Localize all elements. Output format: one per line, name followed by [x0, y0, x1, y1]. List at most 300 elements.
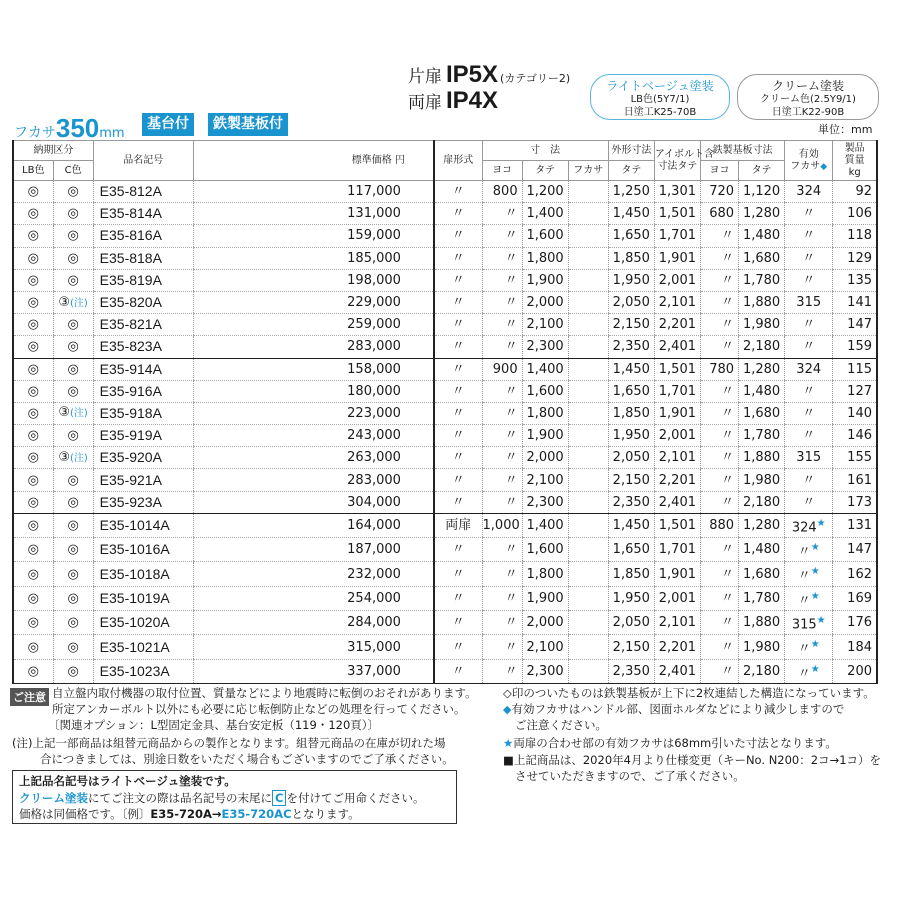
cell-eyebolt-height: [654, 538, 700, 562]
table-row: [13, 247, 877, 269]
cell-height: [522, 269, 568, 291]
cell-outer-height-value: 2,350: [612, 494, 650, 510]
cell-plate-height: [739, 659, 785, 683]
right-note-2-text: 有効フカサはハンドル部、図面ホルダなどにより減少しますので: [511, 702, 845, 716]
cell-height: [522, 247, 568, 269]
cell-plate-width-value: 880: [709, 517, 735, 533]
cell-mass: [833, 538, 877, 562]
cell-model: [93, 562, 193, 586]
cell-eyebolt-height: [654, 358, 700, 380]
cell-model: [93, 291, 193, 313]
cell-price: [193, 314, 434, 336]
cell-width-value: 〃: [504, 663, 518, 679]
cell-effective-depth: [785, 586, 833, 610]
cell-lb-value: ◎: [27, 663, 39, 679]
cell-model-value: E35-919A: [99, 427, 162, 444]
cell-mass: [833, 491, 877, 513]
cell-door: [434, 181, 482, 203]
cell-width-value: 〃: [504, 494, 518, 510]
cell-model-value: E35-1023A: [99, 662, 170, 679]
cell-depth: [568, 203, 608, 225]
cell-model-value: E35-1019A: [99, 589, 170, 606]
right-note-5: ■上記商品は、2020年4月より仕様変更（キーNo. N200：2コ→1コ）を: [503, 753, 882, 767]
cell-eyebolt-height: [654, 336, 700, 358]
cell-height: [522, 611, 568, 635]
th-plate-w: ヨコ: [700, 161, 738, 181]
cell-height: [522, 586, 568, 610]
note-line-2: 合につきましては、別途日数をいただく場合もございますのでご了承ください。: [40, 752, 454, 766]
cell-eyebolt-height: [654, 291, 700, 313]
cell-effective-depth: [785, 314, 833, 336]
cell-width-value: 〃: [504, 542, 518, 558]
cell-eyebolt-height: [654, 425, 700, 447]
cell-mass-value: 161: [847, 472, 872, 488]
cell-depth: [568, 659, 608, 683]
th-model: 品名記号: [93, 141, 193, 181]
cell-plate-height-value: 1,680: [742, 566, 781, 582]
cell-c: [53, 247, 93, 269]
cell-plate-height: [739, 611, 785, 635]
cell-effective-depth: [785, 562, 833, 586]
cell-model: [93, 314, 193, 336]
cell-price-value: 185,000: [347, 250, 401, 266]
cell-width: [482, 314, 522, 336]
cell-depth: [568, 402, 608, 424]
cell-outer-height-value: 1,650: [612, 542, 650, 558]
box-line-1: 上記品名記号はライトベージュ塗装です。: [19, 774, 236, 788]
cell-door: [434, 538, 482, 562]
table-row: [13, 181, 877, 203]
cell-c: [53, 469, 93, 491]
cell-eyebolt-height: [654, 611, 700, 635]
cell-plate-height-value: 1,280: [742, 517, 781, 533]
cell-price: [193, 291, 434, 313]
cell-width: [482, 225, 522, 247]
cell-plate-height: [739, 513, 785, 537]
cell-height: [522, 635, 568, 659]
cell-eyebolt-height-value: 1,901: [658, 405, 696, 421]
cell-effective-depth: [785, 491, 833, 513]
cell-plate-width: [700, 513, 738, 537]
cell-eyebolt-height: [654, 586, 700, 610]
cell-c-value: ◎: [67, 663, 79, 679]
cell-lb: [13, 469, 53, 491]
cell-effective-depth: [785, 447, 833, 469]
box-cream-text: クリーム塗装: [19, 790, 88, 805]
cell-door: [434, 203, 482, 225]
cell-plate-width: [700, 358, 738, 380]
cell-outer-height-value: 2,050: [612, 450, 650, 466]
cell-lb-value: ◎: [27, 383, 39, 399]
cell-depth: [568, 247, 608, 269]
cell-depth: [568, 225, 608, 247]
cell-price: [193, 380, 434, 402]
cell-height-value: 2,100: [526, 639, 564, 655]
cell-model: [93, 425, 193, 447]
cell-depth: [568, 562, 608, 586]
cell-lb: [13, 611, 53, 635]
cell-width-value: 800: [492, 184, 518, 200]
cell-mass: [833, 586, 877, 610]
cell-eyebolt-height-value: 1,701: [658, 228, 696, 244]
cell-lb-value: ◎: [27, 184, 39, 200]
cell-model-value: E35-1016A: [99, 541, 170, 558]
cell-height: [522, 203, 568, 225]
star-icon: ★: [503, 736, 514, 750]
cell-c-value: ◎: [67, 250, 79, 266]
th-lb: LB色: [13, 161, 53, 181]
cell-plate-width-value: 〃: [721, 317, 735, 333]
th-eyebolt-1: アイボルト含: [654, 148, 714, 160]
cell-price-value: 304,000: [347, 494, 401, 510]
th-d: フカサ: [568, 161, 608, 181]
cell-c-value: ◎: [67, 361, 79, 377]
th-effective: [785, 141, 833, 181]
cell-c-value: ◎: [67, 542, 79, 558]
cell-effective-depth-value: 〃: [797, 568, 811, 584]
cell-depth: [568, 491, 608, 513]
cell-depth: [568, 447, 608, 469]
cell-eyebolt-height-value: 1,501: [658, 206, 696, 222]
cell-eyebolt-height-value: 1,901: [658, 250, 696, 266]
cell-plate-height-value: 1,780: [742, 428, 781, 444]
cell-lb-value: ◎: [27, 317, 39, 333]
single-door-ip-code: IP5X: [446, 61, 499, 88]
cell-plate-height-value: 2,180: [742, 663, 781, 679]
star-icon: ★: [810, 639, 820, 651]
cell-eyebolt-height-value: 2,101: [658, 295, 696, 311]
cell-width: [482, 635, 522, 659]
cell-lb: [13, 513, 53, 537]
cell-mass: [833, 314, 877, 336]
cell-width-value: 〃: [504, 317, 518, 333]
cell-model: [93, 402, 193, 424]
right-note-1: ◇印のついたものは鉄製基板が上下に2枚連結した構造になっています。: [503, 686, 875, 700]
cell-width: [482, 586, 522, 610]
cell-outer-height-value: 1,450: [612, 206, 650, 222]
cell-model-value: E35-921A: [99, 471, 162, 488]
cell-door: [434, 447, 482, 469]
cell-plate-width-value: 〃: [721, 542, 735, 558]
cell-height-value: 1,400: [526, 361, 564, 377]
cell-lb: [13, 380, 53, 402]
cell-plate-width-value: 〃: [721, 472, 735, 488]
cell-price-value: 229,000: [347, 295, 401, 311]
cell-c-value: ◎: [67, 590, 79, 606]
cell-price-value: 187,000: [347, 542, 401, 558]
cell-c-value: ◎: [67, 494, 79, 510]
table-row: [13, 225, 877, 247]
cell-price: [193, 562, 434, 586]
spec-table: [12, 140, 878, 684]
cell-height: [522, 358, 568, 380]
cell-model: [93, 225, 193, 247]
cell-effective-depth: [785, 203, 833, 225]
cell-effective-depth-value: 〃: [797, 593, 811, 609]
cell-door: [434, 225, 482, 247]
cell-plate-width-value: 680: [709, 206, 735, 222]
diamond-icon: ◆: [820, 161, 828, 172]
cell-door-value: 〃: [451, 272, 465, 288]
cell-eyebolt-height: [654, 203, 700, 225]
cell-mass: [833, 635, 877, 659]
cell-plate-width: [700, 314, 738, 336]
box-example-from: E35-720A→: [150, 807, 222, 821]
box-line-2-text: にてご注文の際は品名記号の末尾に: [88, 790, 272, 805]
cell-plate-width: [700, 469, 738, 491]
cell-plate-width: [700, 425, 738, 447]
c-note-mark: (注): [70, 297, 88, 309]
cell-width: [482, 380, 522, 402]
cell-price-value: 164,000: [347, 517, 401, 533]
cell-model: [93, 203, 193, 225]
cell-plate-height: [739, 358, 785, 380]
cell-width-value: 〃: [504, 206, 518, 222]
cell-plate-width-value: 〃: [721, 566, 735, 582]
cell-plate-height: [739, 562, 785, 586]
cell-mass: [833, 291, 877, 313]
cell-mass-value: 115: [847, 361, 872, 377]
cell-eyebolt-height-value: 2,001: [658, 590, 696, 606]
table-row: [13, 336, 877, 358]
cell-outer-height-value: 1,950: [612, 272, 650, 288]
cell-door: [434, 269, 482, 291]
cell-width: [482, 291, 522, 313]
cell-model: [93, 336, 193, 358]
cell-outer-height: [608, 635, 654, 659]
cell-mass-value: 106: [847, 206, 872, 222]
cell-c: [53, 380, 93, 402]
cell-price-value: 232,000: [347, 566, 401, 582]
paint-cream-box: [737, 74, 879, 120]
cell-plate-height-value: 1,980: [742, 317, 781, 333]
tag-base: 基台付: [142, 113, 194, 136]
cell-mass: [833, 447, 877, 469]
cell-height: [522, 225, 568, 247]
cell-mass: [833, 203, 877, 225]
cell-outer-height-value: 1,850: [612, 405, 650, 421]
cell-width-value: 〃: [504, 450, 518, 466]
caution-line-2: 所定アンカーボルト以外にも必要に応じ転倒防止などの処理を行ってください。: [52, 702, 466, 716]
cell-eyebolt-height: [654, 380, 700, 402]
cell-price: [193, 247, 434, 269]
cell-outer-height-value: 2,150: [612, 472, 650, 488]
cell-mass-value: 162: [847, 566, 872, 582]
cell-mass-value: 129: [847, 250, 872, 266]
cell-plate-height: [739, 635, 785, 659]
cell-outer-height-value: 1,250: [612, 184, 650, 200]
cell-height-value: 1,900: [526, 428, 564, 444]
cell-effective-depth-value: 〃: [802, 228, 816, 244]
cell-effective-depth: [785, 380, 833, 402]
cell-eyebolt-height-value: 1,501: [658, 361, 696, 377]
cell-outer-height: [608, 586, 654, 610]
cell-model-value: E35-1014A: [99, 516, 170, 533]
star-icon: ★: [810, 566, 820, 578]
cell-eyebolt-height: [654, 447, 700, 469]
cell-mass-value: 184: [847, 639, 872, 655]
cell-depth: [568, 513, 608, 537]
th-outer-h: タテ: [608, 161, 654, 181]
cell-width: [482, 336, 522, 358]
cell-height: [522, 336, 568, 358]
cell-door-value: 〃: [451, 566, 465, 582]
cell-plate-width: [700, 380, 738, 402]
cell-c: [53, 358, 93, 380]
cell-plate-width-value: 〃: [721, 615, 735, 631]
th-delivery: 納期区分: [13, 141, 93, 161]
cell-plate-height-value: 1,880: [742, 615, 781, 631]
cell-model-value: E35-812A: [99, 183, 162, 200]
cell-effective-depth-value: 〃: [797, 641, 811, 657]
cell-door-value: 〃: [451, 450, 465, 466]
cell-eyebolt-height: [654, 659, 700, 683]
cell-outer-height: [608, 659, 654, 683]
cell-effective-depth-value: 324: [796, 184, 822, 200]
paint-cream-line1: クリーム色(2.5Y9/1): [760, 94, 856, 105]
th-h: タテ: [522, 161, 568, 181]
cell-model: [93, 538, 193, 562]
cell-outer-height: [608, 447, 654, 469]
cell-plate-height-value: 1,880: [742, 450, 781, 466]
cell-model-value: E35-916A: [99, 382, 162, 399]
cell-price-value: 337,000: [347, 663, 401, 679]
cell-eyebolt-height: [654, 562, 700, 586]
table-row: [13, 314, 877, 336]
cell-plate-width: [700, 402, 738, 424]
cell-height: [522, 425, 568, 447]
cell-lb-value: ◎: [27, 494, 39, 510]
cell-model: [93, 513, 193, 537]
cell-lb-value: ◎: [27, 428, 39, 444]
cell-c-value: ③: [58, 294, 71, 310]
cell-height-value: 1,900: [526, 272, 564, 288]
box-line-3-text: 価格は同価格です。〔例〕: [19, 807, 151, 821]
cell-price: [193, 203, 434, 225]
cell-model-value: E35-814A: [99, 205, 162, 222]
cell-outer-height: [608, 402, 654, 424]
cell-mass: [833, 247, 877, 269]
star-icon: ★: [810, 663, 820, 675]
cell-effective-depth-value: 〃: [802, 250, 816, 266]
cell-width: [482, 611, 522, 635]
cell-model-value: E35-1021A: [99, 638, 170, 655]
cell-plate-height-value: 1,780: [742, 272, 781, 288]
cell-lb: [13, 447, 53, 469]
cell-c-value: ◎: [67, 184, 79, 200]
cell-price-value: 263,000: [347, 450, 401, 466]
cell-price: [193, 269, 434, 291]
th-plate-h: タテ: [739, 161, 785, 181]
cell-c-value: ◎: [67, 339, 79, 355]
cell-plate-width: [700, 491, 738, 513]
cell-plate-width: [700, 659, 738, 683]
cell-eyebolt-height: [654, 247, 700, 269]
cell-width: [482, 491, 522, 513]
th-eff-2: フカサ: [790, 160, 821, 172]
cell-outer-height-value: 1,450: [612, 517, 650, 533]
cell-c: [53, 314, 93, 336]
cell-plate-height: [739, 586, 785, 610]
cell-door: [434, 659, 482, 683]
cell-eyebolt-height: [654, 181, 700, 203]
cell-mass: [833, 358, 877, 380]
cell-mass: [833, 380, 877, 402]
cell-door-value: 〃: [451, 663, 465, 679]
cell-outer-height-value: 2,150: [612, 639, 650, 655]
cell-door-value: 〃: [451, 590, 465, 606]
cell-effective-depth: [785, 538, 833, 562]
cell-outer-height-value: 2,050: [612, 295, 650, 311]
th-plate: 鉄製基板寸法: [700, 141, 784, 161]
cell-effective-depth-value: 〃: [802, 339, 816, 355]
cell-effective-depth-value: 〃: [802, 383, 816, 399]
cell-effective-depth-value: 〃: [797, 544, 811, 560]
table-row: [13, 380, 877, 402]
caution-line-1: 自立盤内取付機器の取付位置、質量などにより地震時に転倒のおそれがあります。: [52, 686, 477, 700]
cell-height-value: 1,800: [526, 405, 564, 421]
th-w: ヨコ: [482, 161, 522, 181]
cell-lb: [13, 586, 53, 610]
cell-eyebolt-height-value: 2,201: [658, 317, 696, 333]
cell-width-value: 900: [492, 361, 518, 377]
cell-price-value: 283,000: [347, 472, 401, 488]
cell-lb: [13, 491, 53, 513]
cell-lb-value: ◎: [27, 339, 39, 355]
cell-model: [93, 269, 193, 291]
cell-model-value: E35-823A: [99, 338, 162, 355]
single-door-label: 片扉: [408, 67, 442, 87]
cell-door: [434, 586, 482, 610]
cell-lb-value: ◎: [27, 250, 39, 266]
cell-door: [434, 611, 482, 635]
caution-tag: ご注意: [10, 688, 49, 706]
unit-label: 単位：mm: [818, 123, 873, 136]
star-icon: ★: [816, 615, 826, 627]
cell-height-value: 2,300: [526, 494, 564, 510]
cell-plate-height: [739, 469, 785, 491]
cell-effective-depth-value: 〃: [802, 317, 816, 333]
cell-door-value: 〃: [451, 317, 465, 333]
cell-outer-height: [608, 358, 654, 380]
cell-effective-depth: [785, 358, 833, 380]
cell-plate-height: [739, 314, 785, 336]
cell-outer-height: [608, 425, 654, 447]
cell-price-value: 131,000: [347, 206, 401, 222]
cell-plate-height-value: 1,120: [742, 184, 781, 200]
cell-eyebolt-height-value: 1,501: [658, 517, 696, 533]
cell-plate-height: [739, 402, 785, 424]
cell-plate-height-value: 1,480: [742, 383, 781, 399]
cell-plate-width: [700, 538, 738, 562]
cell-plate-height: [739, 380, 785, 402]
cell-door-value: 〃: [451, 228, 465, 244]
th-price: 標準価格 円: [193, 141, 434, 181]
cell-model: [93, 380, 193, 402]
cell-depth: [568, 611, 608, 635]
cell-lb: [13, 659, 53, 683]
cell-plate-height-value: 1,480: [742, 542, 781, 558]
paint-cream-title: クリーム塗装: [771, 79, 844, 93]
cell-height-value: 2,100: [526, 472, 564, 488]
cell-c-value: ◎: [67, 615, 79, 631]
right-note-4: [503, 736, 837, 752]
cell-effective-depth: [785, 425, 833, 447]
cell-plate-height-value: 1,280: [742, 206, 781, 222]
cell-door-value: 〃: [451, 295, 465, 311]
cell-width: [482, 513, 522, 537]
cell-height: [522, 447, 568, 469]
